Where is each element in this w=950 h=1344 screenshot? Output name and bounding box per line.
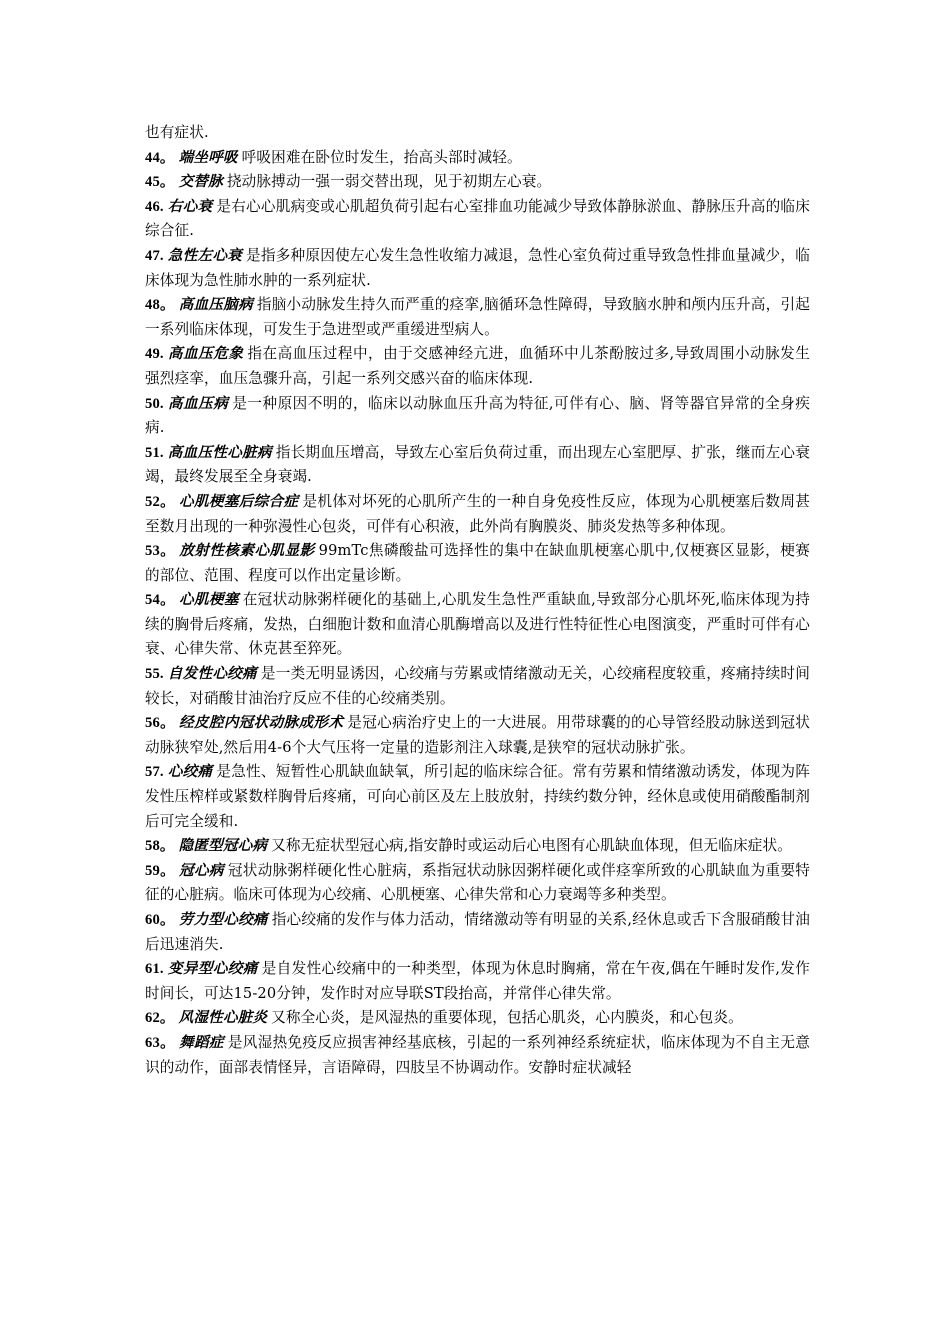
entry-definition: 是右心心肌病变或心肌超负荷引起右心室排血功能减少导致体静脉淤血、静脉压升高的临床综合征.: [145, 197, 810, 240]
glossary-entry: [145, 859, 810, 908]
glossary-entry: [145, 662, 810, 711]
entry-definition: 呼吸困难在卧位时发生，抬高头部时减轻。: [241, 148, 522, 166]
entry-definition: 又称全心炎，是风湿热的重要体现，包括心肌炎，心内膜炎，和心包炎。: [271, 1009, 743, 1027]
glossary-entry: [145, 170, 810, 195]
entry-term: 右心衰: [167, 197, 213, 215]
entry-number: 48。: [145, 297, 175, 314]
glossary-entry: [145, 146, 810, 171]
entry-definition: 指心绞痛的发作与体力活动，情绪激动等有明显的关系,经休息或舌下含服硝酸甘油后迅速消失.: [145, 911, 810, 953]
entry-number: 53。: [145, 543, 176, 560]
entry-definition: 是急性、短暂性心肌缺血缺氧，所引起的临床综合征。常有劳累和情绪激动诱发，体现为阵发性压榨样或紧数样胸骨后疼痛，可向心前区及左上肢放射，持续约数分钟，经休息或使用硝酸酯制剂后可完全缓和.: [145, 763, 810, 830]
glossary-entry: [145, 342, 810, 391]
entry-number: 57.: [145, 764, 164, 781]
entry-term: 冠心病: [179, 861, 224, 879]
entry-number: 62。: [145, 1010, 175, 1027]
glossary-entry: [145, 244, 810, 293]
entry-number: 54。: [145, 592, 176, 609]
document-body: [145, 121, 810, 1080]
glossary-entry: [145, 1006, 810, 1031]
entry-number: 63。: [145, 1034, 176, 1051]
glossary-entry: [145, 834, 810, 859]
entry-term: 放射性核素心肌显影: [179, 542, 315, 560]
entry-term: 高血压脑病: [178, 296, 253, 314]
entry-definition: 是一类无明显诱因，心绞痛与劳累或情绪激动无关，心绞痛程度较重，疼痛持续时间较长，对硝酸甘油治疗反应不佳的心绞痛类别。: [145, 665, 810, 707]
glossary-entry: [145, 588, 810, 662]
entry-number: 61.: [145, 961, 164, 978]
glossary-list: [145, 146, 810, 1081]
entry-term: 心肌梗塞: [179, 591, 239, 609]
entry-number: 50.: [145, 395, 164, 412]
entry-definition: 指脑小动脉发生持久而严重的痉挛,脑循环急性障碍，导致脑水肿和颅内压升高，引起一系列临床体现，可发生于急进型或严重缓进型病人。: [145, 296, 811, 338]
entry-definition: 指长期血压增高，导致左心室后负荷过重，而出现左心室肥厚、扩张，继而左心衰竭，最终发展至全身衰竭.: [145, 443, 810, 486]
entry-definition: 又称无症状型冠心病,指安静时或运动后心电图有心肌缺血体现，但无临床症状。: [271, 837, 792, 855]
entry-number: 45。: [145, 174, 175, 191]
entry-number: 59。: [145, 862, 176, 879]
entry-definition: 冠状动脉粥样硬化性心脏病，系指冠状动脉因粥样硬化或伴痉挛所致的心肌缺血为重要特征的心脏病。临床可体现为心绞痛、心肌梗塞、心律失常和心力衰竭等多种类型。: [145, 861, 811, 904]
entry-definition: 是自发性心绞痛中的一种类型，体现为休息时胸痛，常在午夜,偶在午睡时发作,发作时间长，可达15-20分钟，发作时对应导联ST段抬高，并常伴心律失常。: [145, 960, 811, 1002]
entry-definition: 是指多种原因使左心发生急性收缩力减退，急性心室负荷过重导致急性排血量减少，临床体现为急性肺水肿的一系列症状.: [145, 246, 810, 289]
entry-number: 44。: [145, 149, 175, 166]
entry-term: 心绞痛: [167, 763, 213, 781]
entry-number: 55.: [145, 666, 164, 683]
entry-term: 变异型心绞痛: [167, 960, 258, 978]
entry-definition: 是风湿热免疫反应损害神经基底核，引起的一系列神经系统症状，临床体现为不自主无意识的动作，面部表情怪异，言语障碍，四肢呈不协调动作。安静时症状减轻: [145, 1033, 811, 1076]
entry-definition: 是冠心病治疗史上的一大进展。用带球囊的的心导管经股动脉送到冠状动脉狭窄处,然后用4-6个大气压将一定量的造影剂注入球囊,是狭窄的冠状动脉扩张。: [145, 714, 810, 756]
entry-definition: 指在高血压过程中，由于交感神经亢进，血循环中儿茶酚胺过多,导致周围小动脉发生强烈痉挛，血压急骤升高，引起一系列交感兴奋的临床体现.: [145, 345, 810, 387]
entry-term: 心肌梗塞后综合症: [179, 492, 299, 510]
glossary-entry: [145, 539, 810, 588]
entry-term: 端坐呼吸: [178, 148, 238, 166]
glossary-entry: [145, 760, 810, 834]
entry-number: 51.: [145, 444, 164, 461]
entry-number: 52。: [145, 493, 176, 510]
entry-number: 47.: [145, 247, 164, 264]
glossary-entry: [145, 957, 810, 1006]
entry-definition: 挠动脉搏动一强一弱交替出现，见于初期左心衰。: [226, 173, 552, 191]
entry-definition: 在冠状动脉粥样硬化的基础上,心肌发生急性严重缺血,导致部分心肌坏死,临床体现为持续的胸骨后疼痛，发热，白细胞计数和血清心肌酶增高以及进行性特征性心电图演变，严重时可伴有心衰、心律失常、休克甚至猝死。: [145, 591, 810, 658]
entry-number: 56。: [145, 715, 176, 732]
glossary-entry: [145, 490, 810, 539]
glossary-entry: [145, 908, 810, 957]
entry-term: 高血压危象: [167, 345, 244, 363]
entry-term: 自发性心绞痛: [167, 665, 257, 683]
entry-term: 交替脉: [178, 173, 223, 191]
entry-term: 急性左心衰: [167, 246, 243, 264]
glossary-entry: [145, 1031, 810, 1080]
entry-term: 高血压性心脏病: [167, 443, 272, 461]
entry-term: 风湿性心脏炎: [178, 1009, 268, 1027]
entry-number: 60。: [145, 912, 175, 928]
entry-term: 高血压病: [167, 394, 229, 412]
entry-term: 舞蹈症: [179, 1033, 224, 1051]
entry-definition: 是机体对坏死的心肌所产生的一种自身免疫性反应，体现为心肌梗塞后数周甚至数月出现的一种弥漫性心包炎，可伴有心积液，此外尚有胸膜炎、肺炎发热等多种体现。: [145, 492, 810, 535]
glossary-entry: [145, 392, 810, 441]
entry-number: 46.: [145, 198, 164, 215]
entry-term: 劳力型心绞痛: [178, 911, 268, 928]
entry-term: 隐匿型冠心病: [178, 837, 268, 855]
entry-definition: 99mTc焦磷酸盐可选择性的集中在缺血肌梗塞心肌中,仅梗赛区显影，梗赛的部位、范围、程度可以作出定量诊断。: [145, 542, 811, 584]
glossary-entry: [145, 441, 810, 490]
glossary-entry: [145, 711, 810, 760]
glossary-entry: [145, 195, 810, 244]
entry-number: 58。: [145, 838, 175, 855]
glossary-entry: [145, 293, 810, 342]
entry-term: 经皮腔内冠状动脉成形术: [179, 714, 344, 732]
continuation-text: 也有症状.: [145, 124, 209, 141]
entry-definition: 是一种原因不明的，临床以动脉血压升高为特征,可伴有心、脑、肾等器官异常的全身疾病.: [145, 394, 810, 437]
entry-number: 49.: [145, 346, 164, 363]
